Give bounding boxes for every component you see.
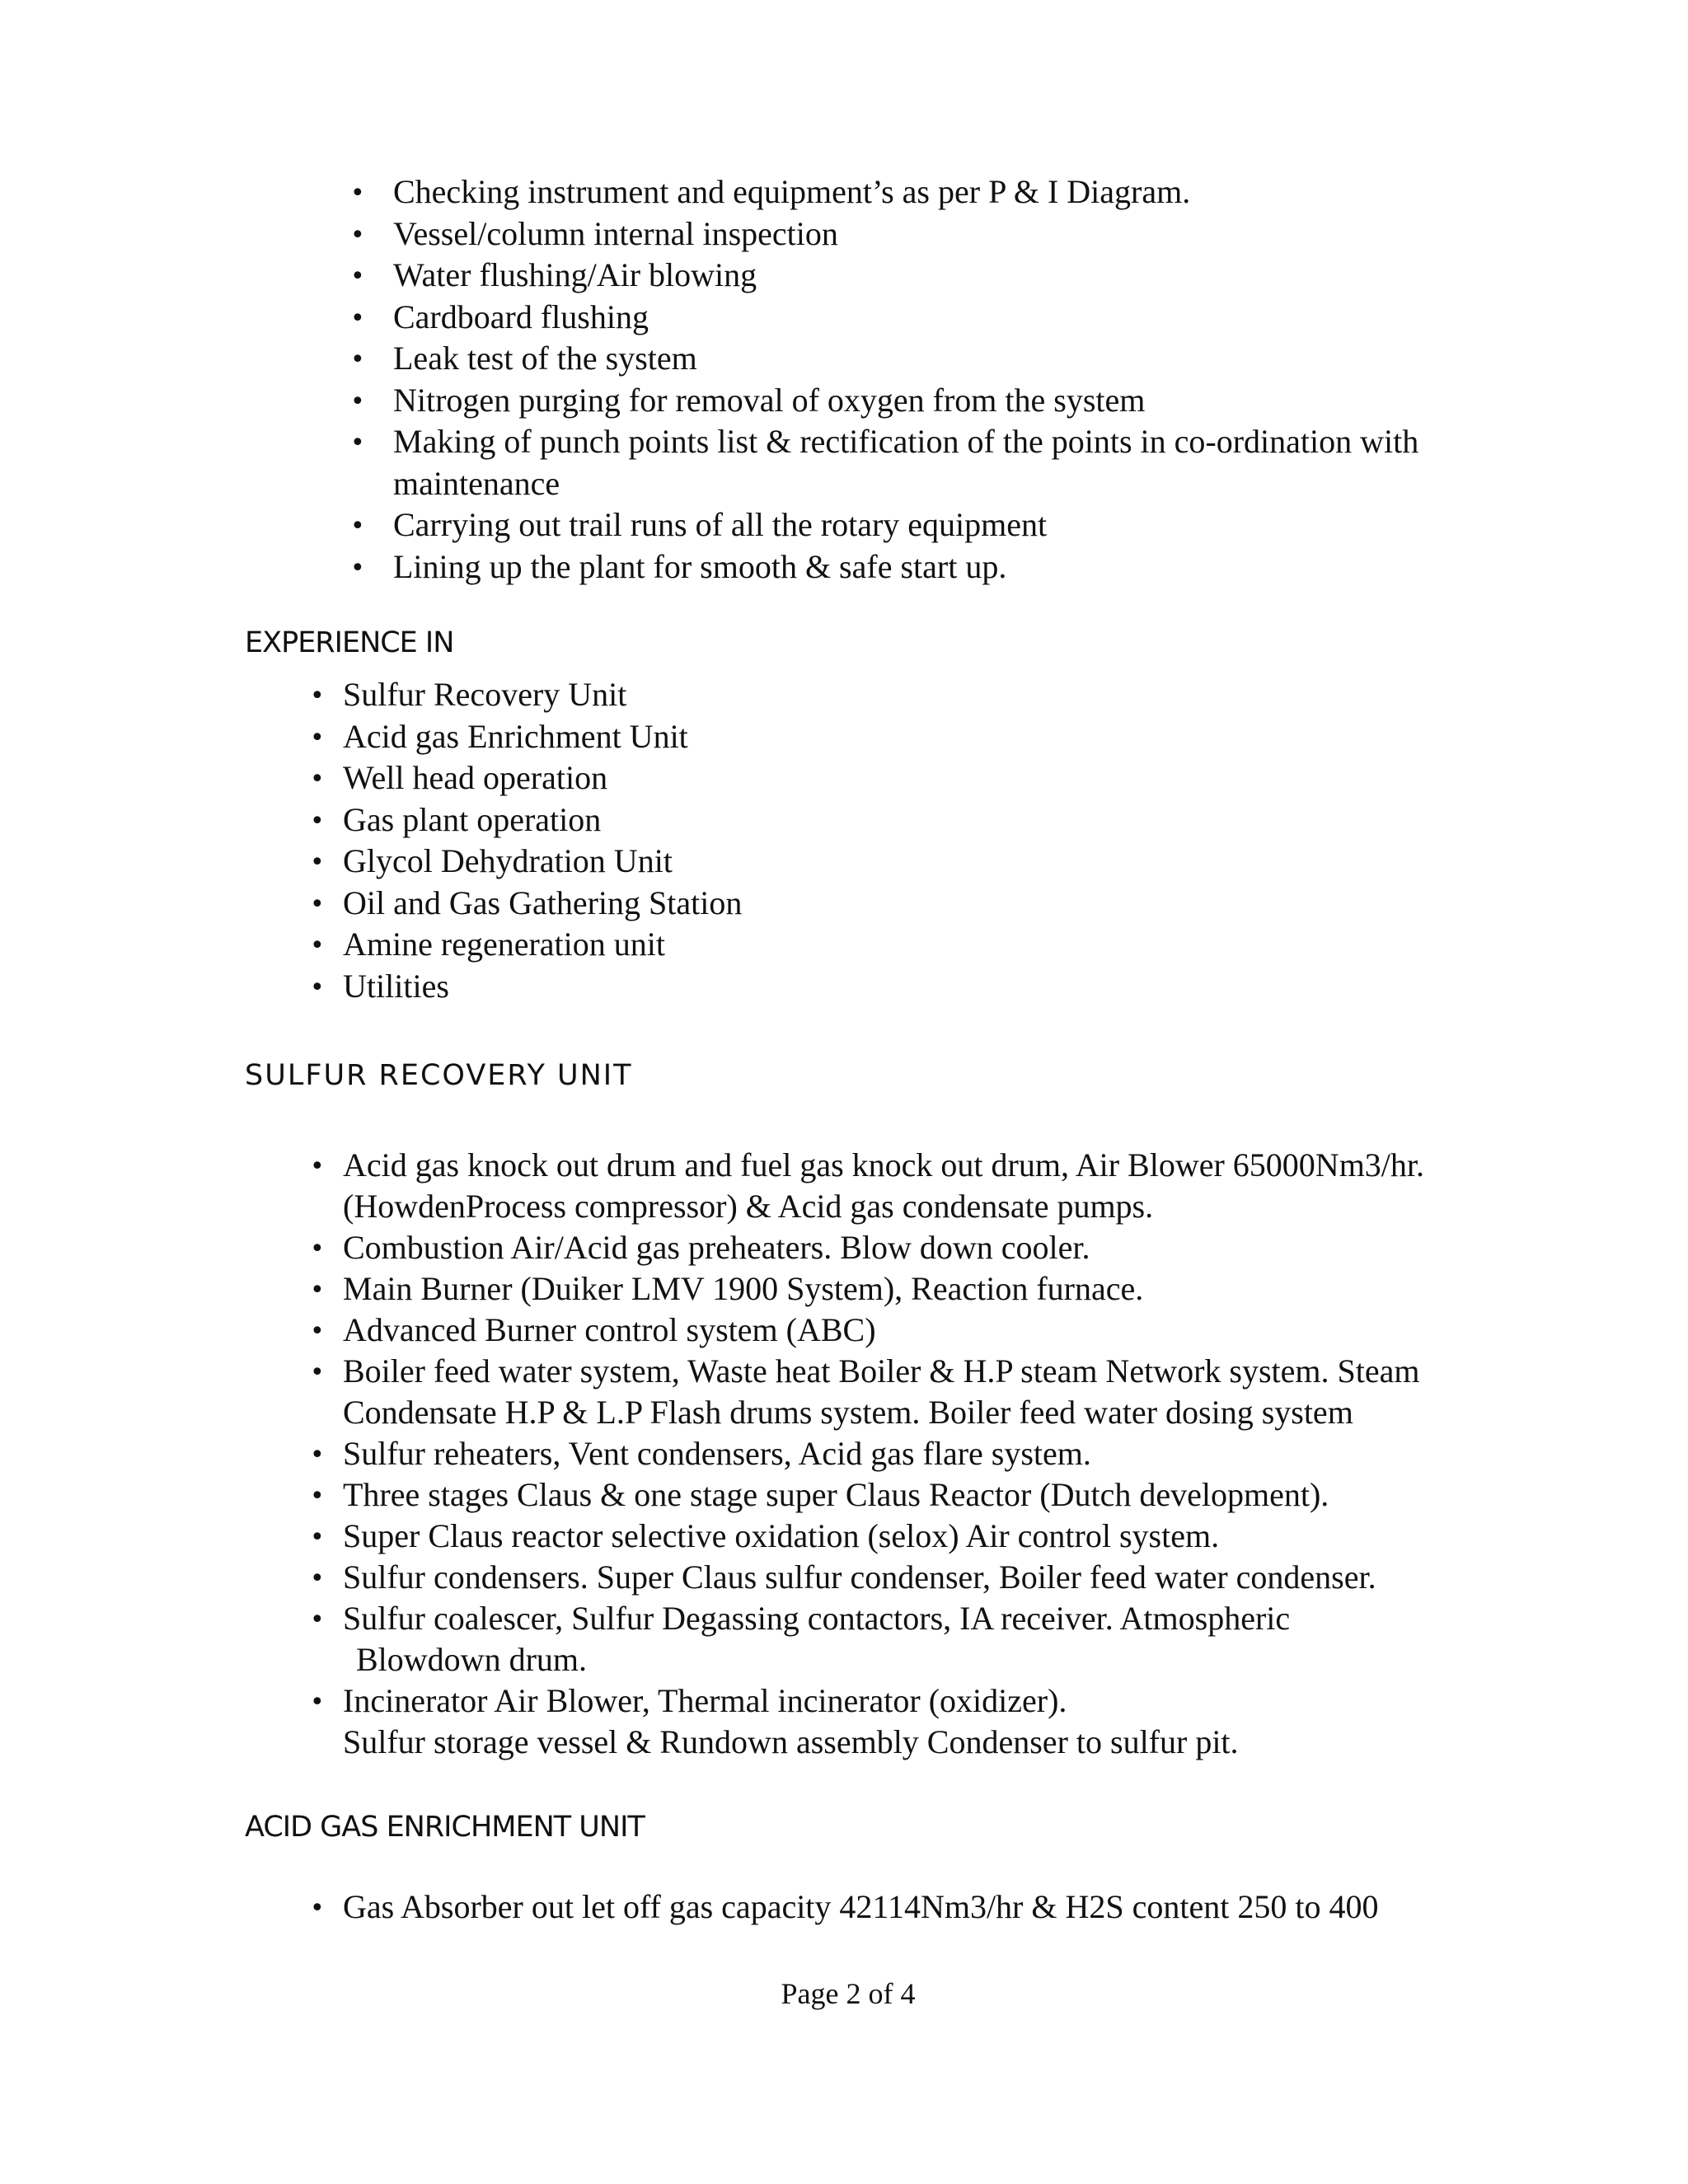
list-item: • Water flushing/Air blowing	[393, 255, 1547, 297]
acid-gas-enrichment-unit-list	[343, 1886, 1513, 1928]
list-item: • Cardboard flushing	[393, 297, 1547, 339]
list-item: • Sulfur reheaters, Vent condensers, Acid gas flare system.	[343, 1433, 1513, 1474]
page-number: Page 2 of 4	[781, 1977, 916, 2010]
list-item-continuation	[343, 1639, 1513, 1680]
list-item: • Sulfur Recovery Unit	[343, 674, 1497, 716]
list-item: • Incinerator Air Blower, Thermal incinerator (oxidizer).	[343, 1680, 1513, 1722]
list-item: • Making of punch points list & rectification of the points in co-ordination with maintenance	[393, 421, 1547, 504]
list-item: • Combustion Air/Acid gas preheaters. Blow down cooler.	[343, 1227, 1513, 1268]
list-item: • Sulfur coalescer, Sulfur Degassing contactors, IA receiver. Atmospheric	[343, 1598, 1513, 1639]
list-item: • Acid gas knock out drum and fuel gas knock out drum, Air Blower 65000Nm3/hr. (HowdenProcess compressor) & Acid gas condensate pumps.	[343, 1145, 1513, 1227]
list-item: • Advanced Burner control system (ABC)	[343, 1310, 1513, 1351]
sulfur-recovery-unit-list	[343, 1145, 1513, 1763]
list-item: • Gas plant operation	[343, 799, 1497, 841]
list-item: • Acid gas Enrichment Unit	[343, 716, 1497, 758]
list-item: • Boiler feed water system, Waste heat Boiler & H.P steam Network system. Steam Condensate H.P & L.P Flash drums system. Boiler feed water dosing system	[343, 1351, 1513, 1433]
experience-list	[343, 674, 1497, 1007]
list-item: • Lining up the plant for smooth & safe start up.	[393, 546, 1547, 588]
section-heading-experience: EXPERIENCE IN	[245, 626, 454, 659]
list-item: • Amine regeneration unit	[343, 924, 1497, 966]
list-item: • Super Claus reactor selective oxidation (selox) Air control system.	[343, 1516, 1513, 1557]
list-item: • Three stages Claus & one stage super Claus Reactor (Dutch development).	[343, 1474, 1513, 1516]
continuation-text: Blowdown drum.	[356, 1641, 587, 1678]
section-heading-sulfur-recovery-unit: SULFUR RECOVERY UNIT	[245, 1059, 633, 1092]
list-item: • Well head operation	[343, 757, 1497, 799]
list-item: • Leak test of the system	[393, 338, 1547, 380]
list-item: • Sulfur condensers. Super Claus sulfur condenser, Boiler feed water condenser.	[343, 1557, 1513, 1598]
list-item: • Oil and Gas Gathering Station	[343, 883, 1497, 925]
list-item: • Checking instrument and equipment’s as per P & I Diagram.	[393, 171, 1547, 213]
commissioning-checks-list	[393, 171, 1547, 588]
list-item: • Carrying out trail runs of all the rotary equipment	[393, 504, 1547, 546]
section-heading-acid-gas-enrichment-unit: ACID GAS ENRICHMENT UNIT	[245, 1811, 645, 1844]
list-item-continuation: Sulfur storage vessel & Rundown assembly Condenser to sulfur pit.	[343, 1723, 1239, 1760]
list-item: • Vessel/column internal inspection	[393, 213, 1547, 255]
list-item: • Main Burner (Duiker LMV 1900 System), Reaction furnace.	[343, 1268, 1513, 1310]
list-item: • Gas Absorber out let off gas capacity 42114Nm3/hr & H2S content 250 to 400	[343, 1886, 1513, 1928]
list-item: • Glycol Dehydration Unit	[343, 841, 1497, 883]
list-item: • Nitrogen purging for removal of oxygen from the system	[393, 380, 1547, 422]
list-item: • Utilities	[343, 966, 1497, 1008]
